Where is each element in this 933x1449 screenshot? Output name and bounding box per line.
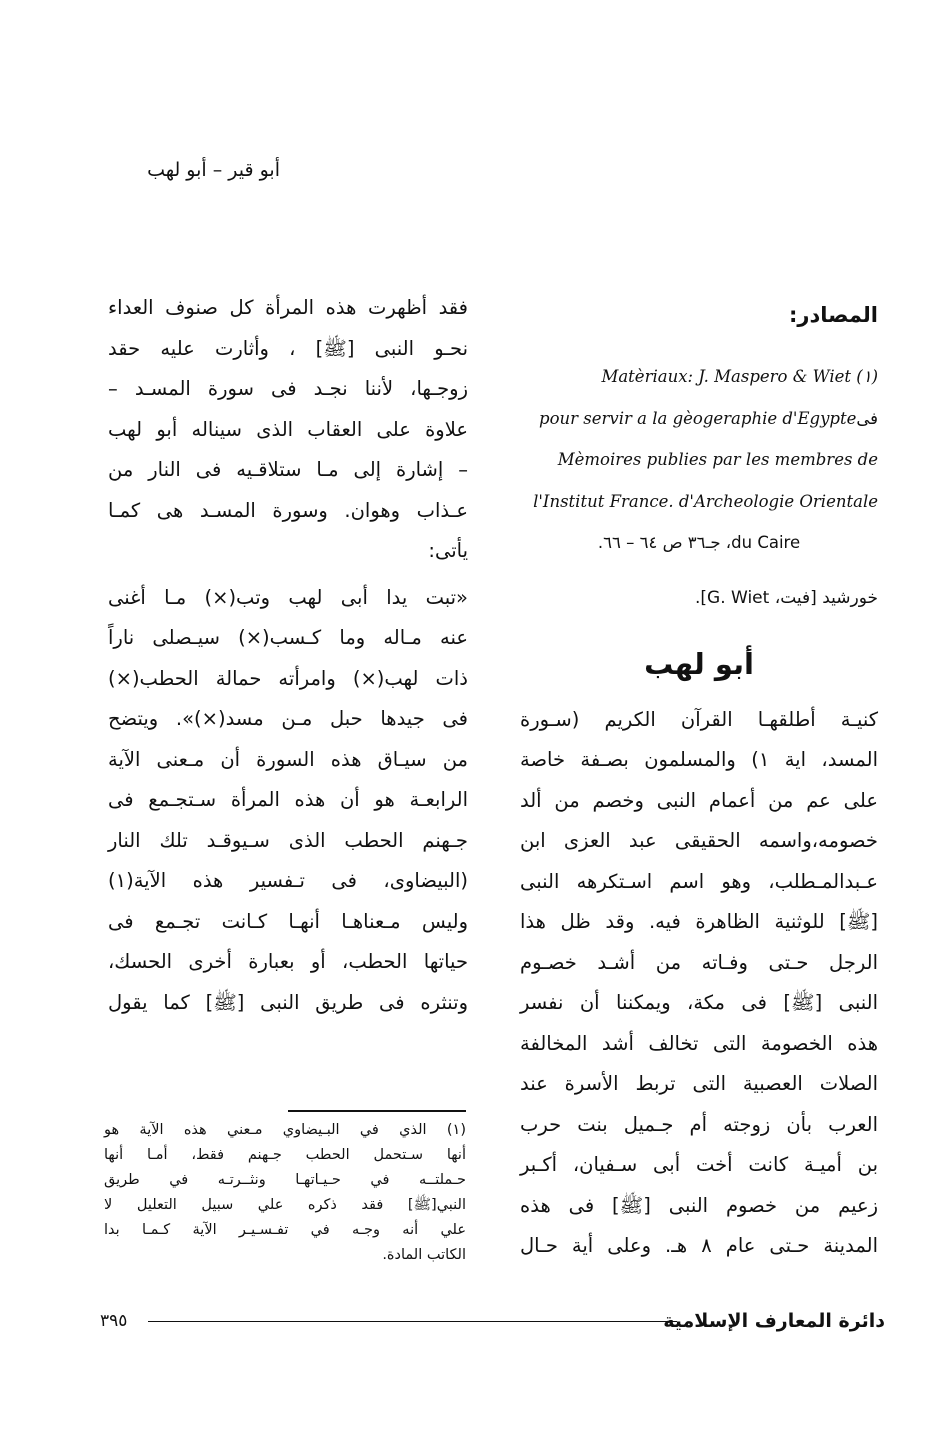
body-line: عـبدالمـطلب، وهو اسم اسـتكرهه النبى	[520, 869, 878, 893]
footnote-line: الكاتب المادة.	[382, 1247, 466, 1263]
footnotes	[104, 1118, 466, 1268]
footnote-line: أنها سـتحمل الحطب جـهنم فقط، أمـا أنها	[104, 1147, 466, 1163]
footnote-divider	[288, 1110, 466, 1112]
body-line: وليس مـعناهـا أنهـا كـانت تجـمع فى	[108, 909, 468, 933]
body-line: زعيم من خصوم النبى [ﷺ] فى هذه	[520, 1193, 878, 1217]
footnote-line: (١) الذي في البـيضاوي مـعني هذه الآية هو	[104, 1122, 466, 1138]
body-line: عـذاب وهوان. وسورة المسـد هى كمـا	[108, 498, 468, 522]
footer-rule	[148, 1321, 677, 1322]
body-line: هذه الخصومة التى تخالف أشد المخالفة	[520, 1031, 878, 1055]
body-line: فى جيدها حبل مـن مسد(×)». ويتضح	[108, 707, 468, 730]
body-line: بن أميـة كانت أخت أبى سـفيان، أكـبر	[520, 1153, 878, 1176]
body-line: الرابعـة هو أن هذه المرأة سـتجـمع فى	[108, 788, 468, 811]
body-line: العرب بأن زوجته أم جـميل بنت حرب	[520, 1112, 878, 1136]
body-line: كنيـة أطلقهـا القرآن الكريم (سـورة	[520, 707, 878, 731]
bibliography-reference	[520, 356, 878, 564]
sources-heading: المصادر:	[788, 303, 878, 327]
article-author: خورشيد [فيت، G. Wiet].	[695, 587, 878, 608]
reference-line: l'Institut France. d'Archeologie Orientale	[533, 491, 878, 511]
left-column	[108, 288, 468, 1023]
body-line: (البيضاوى، فى تـفسير هذه الآية(١)	[108, 869, 468, 892]
body-line: النبى [ﷺ] فى مكة، ويمكننا أن نفسر	[520, 991, 878, 1014]
publication-title: دائرة المعارف الإسلامية	[663, 1310, 885, 1332]
body-line: [ﷺ] للوثنية الظاهرة فيه. وقد ظل هذا	[520, 910, 878, 933]
body-line: خصومه،واسمه الحقيقى عبد العزى ابن	[520, 829, 878, 852]
body-line: وتنثره فى طريق النبى [ﷺ] كما يقول	[108, 990, 468, 1014]
reference-line: Mèmoires publies par les membres de	[557, 450, 878, 469]
body-line: حياتها الحطب، أو بعبارة أخرى الحسك،	[108, 950, 468, 973]
entry-title: أبو لهب	[644, 646, 754, 681]
body-line: زوجـها، لأننا نجـد فى سورة المسـد –	[108, 377, 468, 400]
body-line: المسد، اية ١) والمسلمون بصـفة خاصة	[520, 748, 878, 771]
reference-line: Matèriaux: J. Maspero & Wiet (١)	[601, 367, 878, 386]
page-number: ٣٩٥	[100, 1311, 128, 1331]
body-line: الصلات العصبية التى تربط الأسرة عند	[520, 1072, 878, 1095]
body-line: يأتى:	[428, 539, 468, 562]
entry-body-right	[520, 700, 878, 1267]
body-line: نحـو النبى [ﷺ] ، وأثارت عليه حقد	[108, 336, 468, 360]
reference-line: du Caire، جـ٣٦ ص ٦٤ – ٦٦.	[597, 533, 801, 552]
footnote-line: علي أنه وجـه في تفـسـيـر الآية كـمـا بدا	[104, 1222, 466, 1238]
quran-verse-line: ذات لهب(×) وامرأته حمالة الحطب(×)	[108, 666, 468, 690]
body-line: المدينة حـتى عام ٨ هـ. وعلى أية حـال	[520, 1234, 878, 1257]
body-line: جـهنم الحطب الذى سـيوقـد تلك النار	[108, 828, 468, 852]
quran-verse-line: «تبت يدا أبى لهب وتب(×) مـا أغنى	[108, 585, 468, 609]
body-line: علاوة على العقاب الذى سيناله أبو لهب	[108, 417, 468, 441]
right-column	[520, 288, 878, 1267]
body-line: – إشارة إلى مـا ستلاقـيه فى النار من	[108, 458, 468, 481]
body-line: من سيـاق هذه السورة أن مـعنى الآية	[108, 747, 468, 771]
quran-verse-line: عنه مـاله وما كـسب(×) سيـصلى ناراً	[108, 626, 468, 649]
footnote-line: النبي[ﷺ] فقد ذكره علي سبيل التعليل لا	[104, 1197, 466, 1213]
body-line: فقد أظهرت هذه المرأة كل صنوف العداء	[108, 296, 468, 319]
page-footer	[100, 1306, 885, 1336]
reference-line: pour servir a la gèogeraphie d'Egypteفى	[539, 408, 878, 428]
body-line: على عم من أعمام النبى وخصم من ألد	[520, 788, 878, 812]
footnote-line: حـملتــه في حـيـاتهـا ونثــرتـه في طريق	[104, 1172, 466, 1188]
body-line: الرجل حـتى وفـاته من أشـد خصـوم	[520, 950, 878, 974]
running-header: أبو قير – أبو لهب	[147, 159, 280, 181]
